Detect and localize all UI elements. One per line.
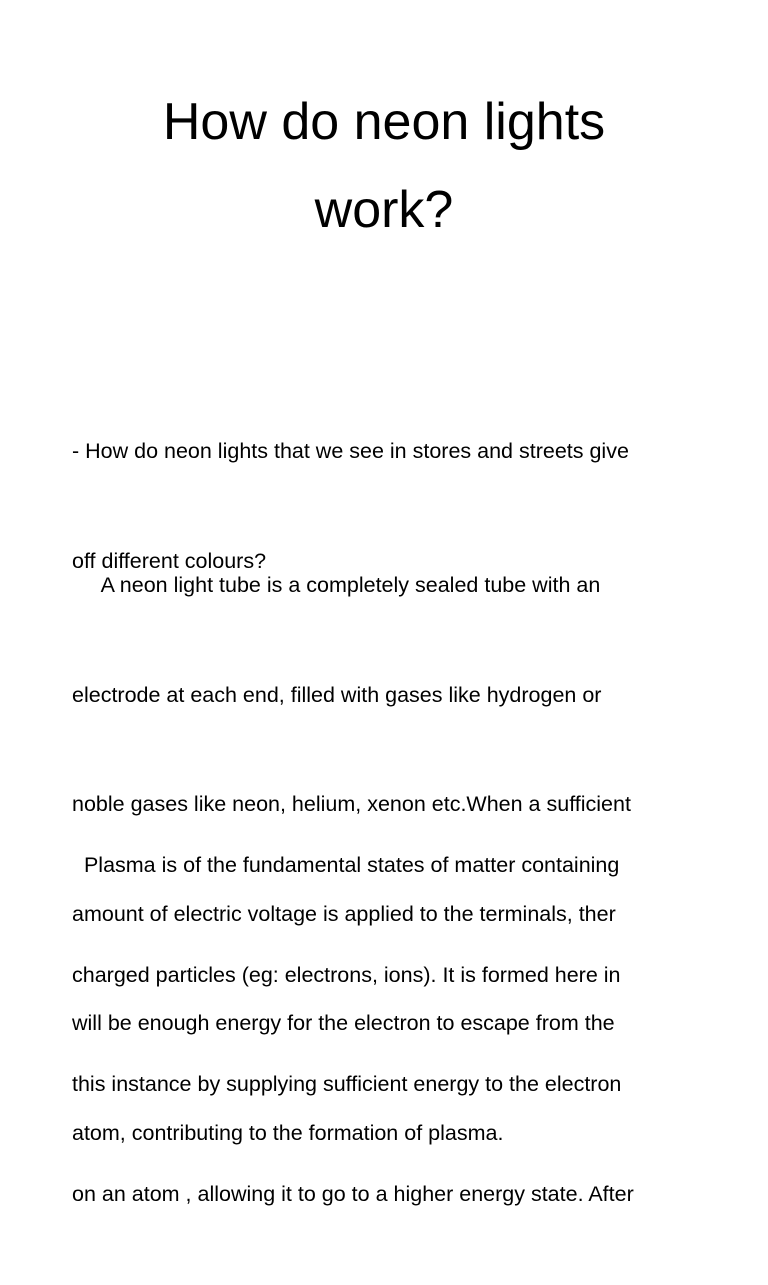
text-line: off different colours? — [72, 548, 267, 573]
text-line: on an atom , allowing it to go to a higher energy state. After — [72, 1181, 634, 1206]
title-line: How do neon lights — [162, 93, 606, 151]
text-line: charged particles (eg: electrons, ions). It is formed here in — [72, 962, 621, 987]
text-line: - How do neon lights that we see in stores and streets give — [72, 439, 629, 463]
text-line: Plasma is of the fundamental states of matter containing — [72, 853, 620, 877]
text-line: electrode at each end, filled with gases like hydrogen or — [72, 682, 602, 707]
page-title — [0, 78, 768, 254]
text-line: A neon light tube is a completely sealed tube with an — [72, 573, 601, 597]
plasma-paragraph — [72, 774, 702, 1285]
text-line: this instance by supplying sufficient energy to the electron — [72, 1072, 622, 1096]
text-line: amount of electric voltage is applied to the terminals, ther — [72, 901, 616, 926]
text-line: will be enough energy for the electron to escape from the — [72, 1011, 615, 1035]
text-line: noble gases like neon, helium, xenon etc.When a sufficient — [72, 792, 631, 816]
text-line: atom, contributing to the formation of plasma. — [72, 1120, 504, 1145]
title-line: work? — [314, 181, 454, 239]
